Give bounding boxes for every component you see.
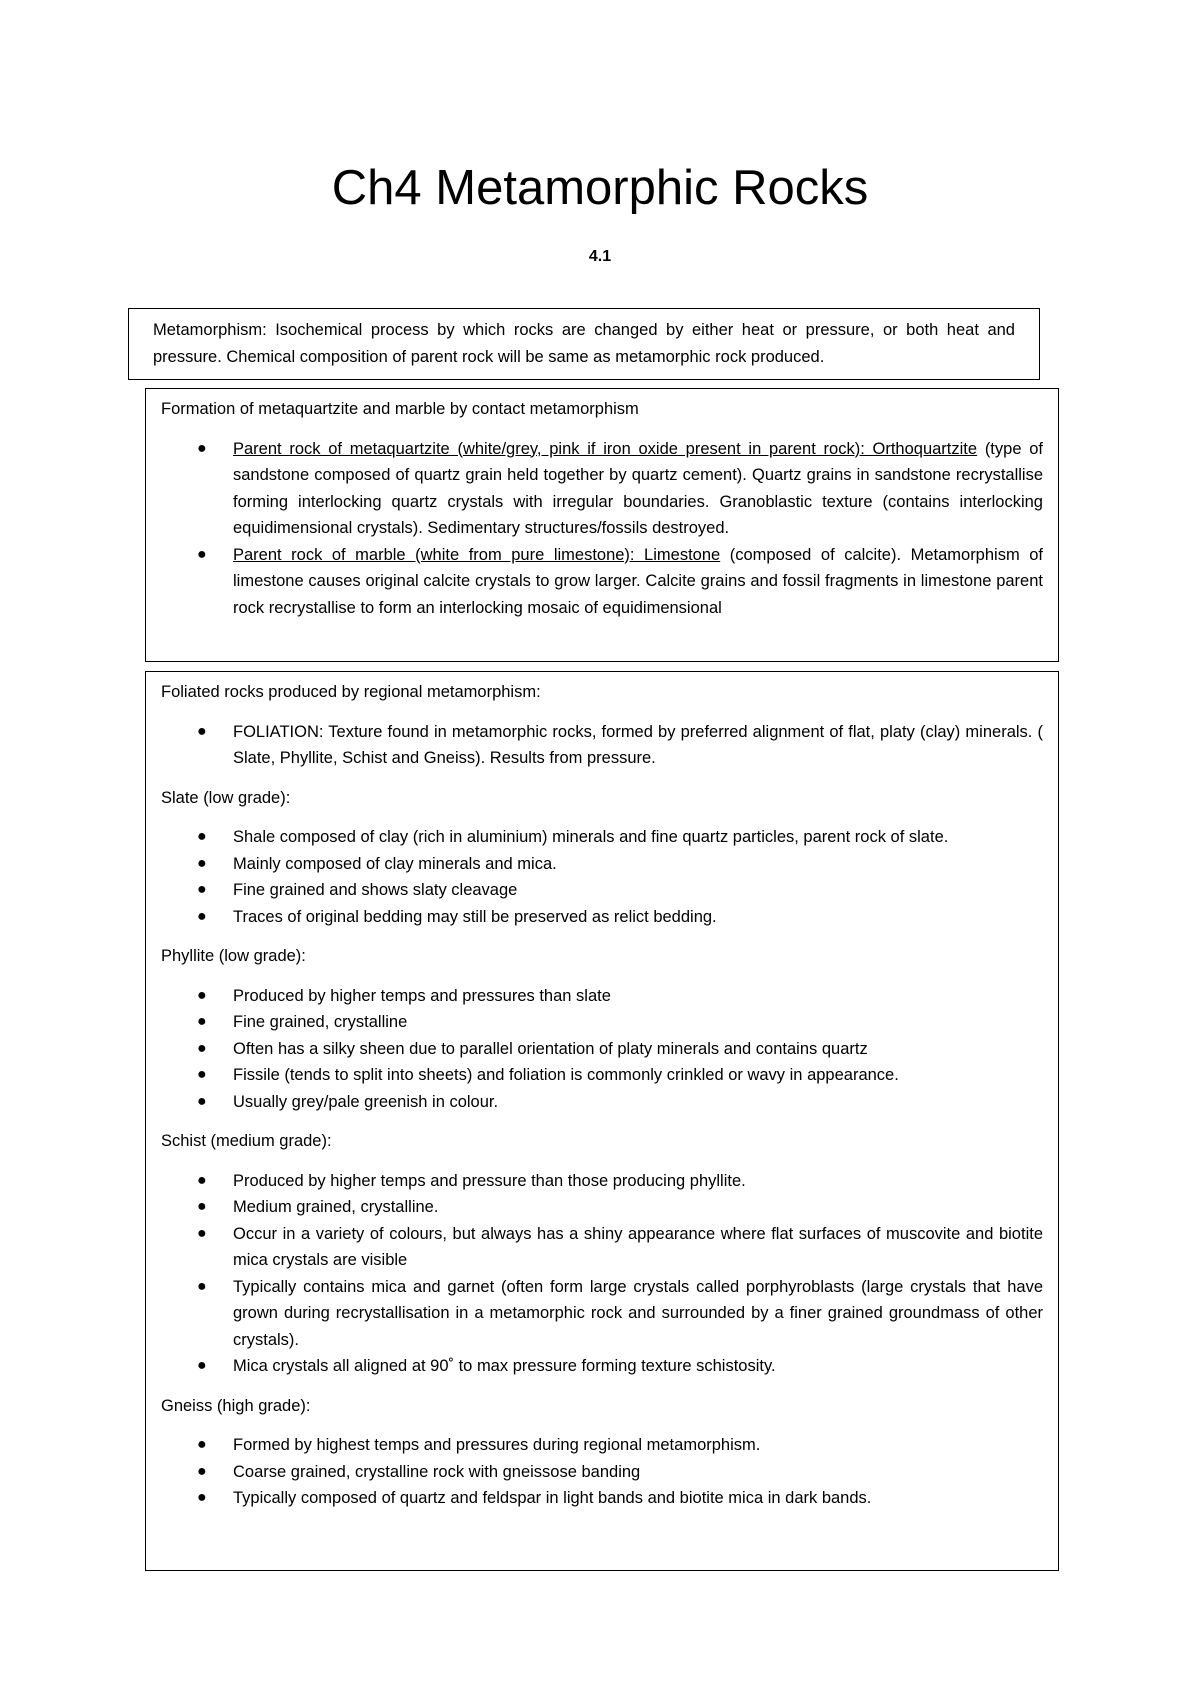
bullet-icon: ● bbox=[197, 1462, 207, 1480]
bullet-icon: ● bbox=[197, 1092, 207, 1110]
item-text: Shale composed of clay (rich in aluminium) minerals and fine quartz particles, parent rock of slate. bbox=[233, 828, 949, 846]
bullet-icon: ● bbox=[197, 1436, 207, 1453]
item-text: Fine grained and shows slaty cleavage bbox=[233, 881, 518, 899]
item-lead: Parent rock of marble (white from pure limestone): Limestone bbox=[233, 545, 721, 564]
list-item bbox=[197, 1194, 1043, 1221]
item-text: (composed of calcite). Metamorphism of limestone causes original calcite crystals to grow larger. Calcite grains and fossil fragments in limestone parent rock recrystallise to form an interlocking mosaic of equidimensional bbox=[233, 545, 1044, 617]
list-item bbox=[197, 1485, 1043, 1512]
gneiss-list bbox=[161, 1432, 1043, 1512]
list-item bbox=[197, 877, 1043, 904]
bullet-icon: ● bbox=[197, 1066, 207, 1083]
list-item bbox=[197, 1432, 1043, 1459]
list-item bbox=[197, 719, 1043, 772]
schist-heading: Schist (medium grade): bbox=[161, 1132, 332, 1150]
item-text: Mica crystals all aligned at 90˚ to max pressure forming texture schistosity. bbox=[233, 1357, 776, 1375]
list-item bbox=[197, 1062, 1043, 1089]
list-item bbox=[197, 1168, 1043, 1195]
bullet-icon: ● bbox=[197, 1489, 207, 1506]
list-item bbox=[197, 824, 1043, 851]
list-item bbox=[197, 1353, 1043, 1380]
item-text: Formed by highest temps and pressures during regional metamorphism. bbox=[233, 1436, 761, 1454]
section-number: 4.1 bbox=[588, 248, 612, 265]
item-text: Typically contains mica and garnet (often form large crystals called porphyroblasts (large crystals that have grown during recrystallisation in a metamorphic rock and surrounded by a finer grained groundmass of other crystals). bbox=[233, 1277, 1043, 1349]
list-item bbox=[197, 436, 1043, 542]
bullet-icon: ● bbox=[197, 881, 207, 898]
list-item bbox=[197, 542, 1044, 622]
item-text: Often has a silky sheen due to parallel orientation of platy minerals and contains quartz bbox=[233, 1039, 868, 1058]
item-text: Medium grained, crystalline. bbox=[233, 1198, 439, 1216]
item-text: Produced by higher temps and pressure than those producing phyllite. bbox=[233, 1171, 746, 1190]
list-item bbox=[197, 851, 1043, 878]
item-text: Usually grey/pale greenish in colour. bbox=[233, 1092, 499, 1111]
item-text: Typically composed of quartz and feldspar in light bands and biotite mica in dark bands. bbox=[233, 1489, 872, 1507]
definition-text: Metamorphism: Isochemical process by which rocks are changed by either heat or pressure, or both heat and pressure. Chemical composition of parent rock will be same as metamorphic rock produced. bbox=[153, 321, 1015, 366]
bullet-icon: ● bbox=[197, 722, 207, 740]
bullet-icon: ● bbox=[197, 828, 207, 845]
bullet-icon: ● bbox=[197, 907, 207, 925]
bullet-icon: ● bbox=[197, 1171, 207, 1189]
slate-heading: Slate (low grade): bbox=[161, 788, 291, 807]
list-item bbox=[197, 1036, 1043, 1063]
item-text: Produced by higher temps and pressures than slate bbox=[233, 986, 611, 1005]
bullet-icon: ● bbox=[197, 1039, 207, 1057]
list-item bbox=[197, 904, 1043, 931]
contact-list bbox=[161, 436, 1043, 622]
bullet-icon: ● bbox=[197, 986, 207, 1004]
bullet-icon: ● bbox=[197, 1224, 207, 1242]
list-item bbox=[197, 1221, 1043, 1274]
item-text: Occur in a variety of colours, but always has a shiny appearance where flat surfaces of muscovite and biotite mica crystals are visible bbox=[233, 1224, 1043, 1269]
schist-list bbox=[161, 1168, 1043, 1380]
item-text: FOLIATION: Texture found in metamorphic rocks, formed by preferred alignment of flat, platy (clay) minerals. ( Slate, Phyllite, Schist and Gneiss). Results from pressure. bbox=[233, 722, 1043, 767]
item-text: Coarse grained, crystalline rock with gneissose banding bbox=[233, 1462, 641, 1481]
item-text: (type of sandstone composed of quartz grain held together by quartz cement). Quartz grains in sandstone recrystallise forming interlocking quartz crystals with irregular boundaries. Granoblastic texture (contains interlocking equidimensional crystals). Sedimentary structures/fossils destroyed. bbox=[233, 439, 1043, 537]
slate-list bbox=[161, 824, 1043, 930]
list-item bbox=[197, 983, 1043, 1010]
item-text: Fine grained, crystalline bbox=[233, 1013, 408, 1031]
foliated-rocks-box bbox=[145, 671, 1059, 1571]
bullet-icon: ● bbox=[197, 1357, 207, 1374]
list-item bbox=[197, 1274, 1043, 1354]
contact-heading: Formation of metaquartzite and marble by contact metamorphism bbox=[161, 400, 639, 418]
bullet-icon: ● bbox=[197, 854, 207, 872]
bullet-icon: ● bbox=[197, 1013, 207, 1030]
bullet-icon: ● bbox=[197, 439, 207, 457]
phyllite-heading: Phyllite (low grade): bbox=[161, 947, 306, 965]
definition-box bbox=[128, 308, 1040, 380]
gneiss-heading: Gneiss (high grade): bbox=[161, 1396, 311, 1415]
bullet-icon: ● bbox=[197, 1198, 207, 1215]
list-item bbox=[197, 1459, 1043, 1486]
page-title: Ch4 Metamorphic Rocks bbox=[331, 161, 869, 215]
foliation-list bbox=[161, 719, 1043, 772]
bullet-icon: ● bbox=[197, 545, 207, 563]
item-text: Traces of original bedding may still be preserved as relict bedding. bbox=[233, 907, 717, 926]
foliated-heading: Foliated rocks produced by regional metamorphism: bbox=[161, 683, 541, 701]
contact-metamorphism-box bbox=[145, 388, 1059, 662]
item-text: Fissile (tends to split into sheets) and foliation is commonly crinkled or wavy in appearance. bbox=[233, 1066, 899, 1084]
item-text: Mainly composed of clay minerals and mica. bbox=[233, 854, 557, 873]
bullet-icon: ● bbox=[197, 1277, 207, 1295]
list-item bbox=[197, 1009, 1043, 1036]
phyllite-list bbox=[161, 983, 1043, 1116]
item-lead: Parent rock of metaquartzite (white/grey, pink if iron oxide present in parent rock): Orthoquartzite bbox=[233, 439, 978, 458]
list-item bbox=[197, 1089, 1043, 1116]
